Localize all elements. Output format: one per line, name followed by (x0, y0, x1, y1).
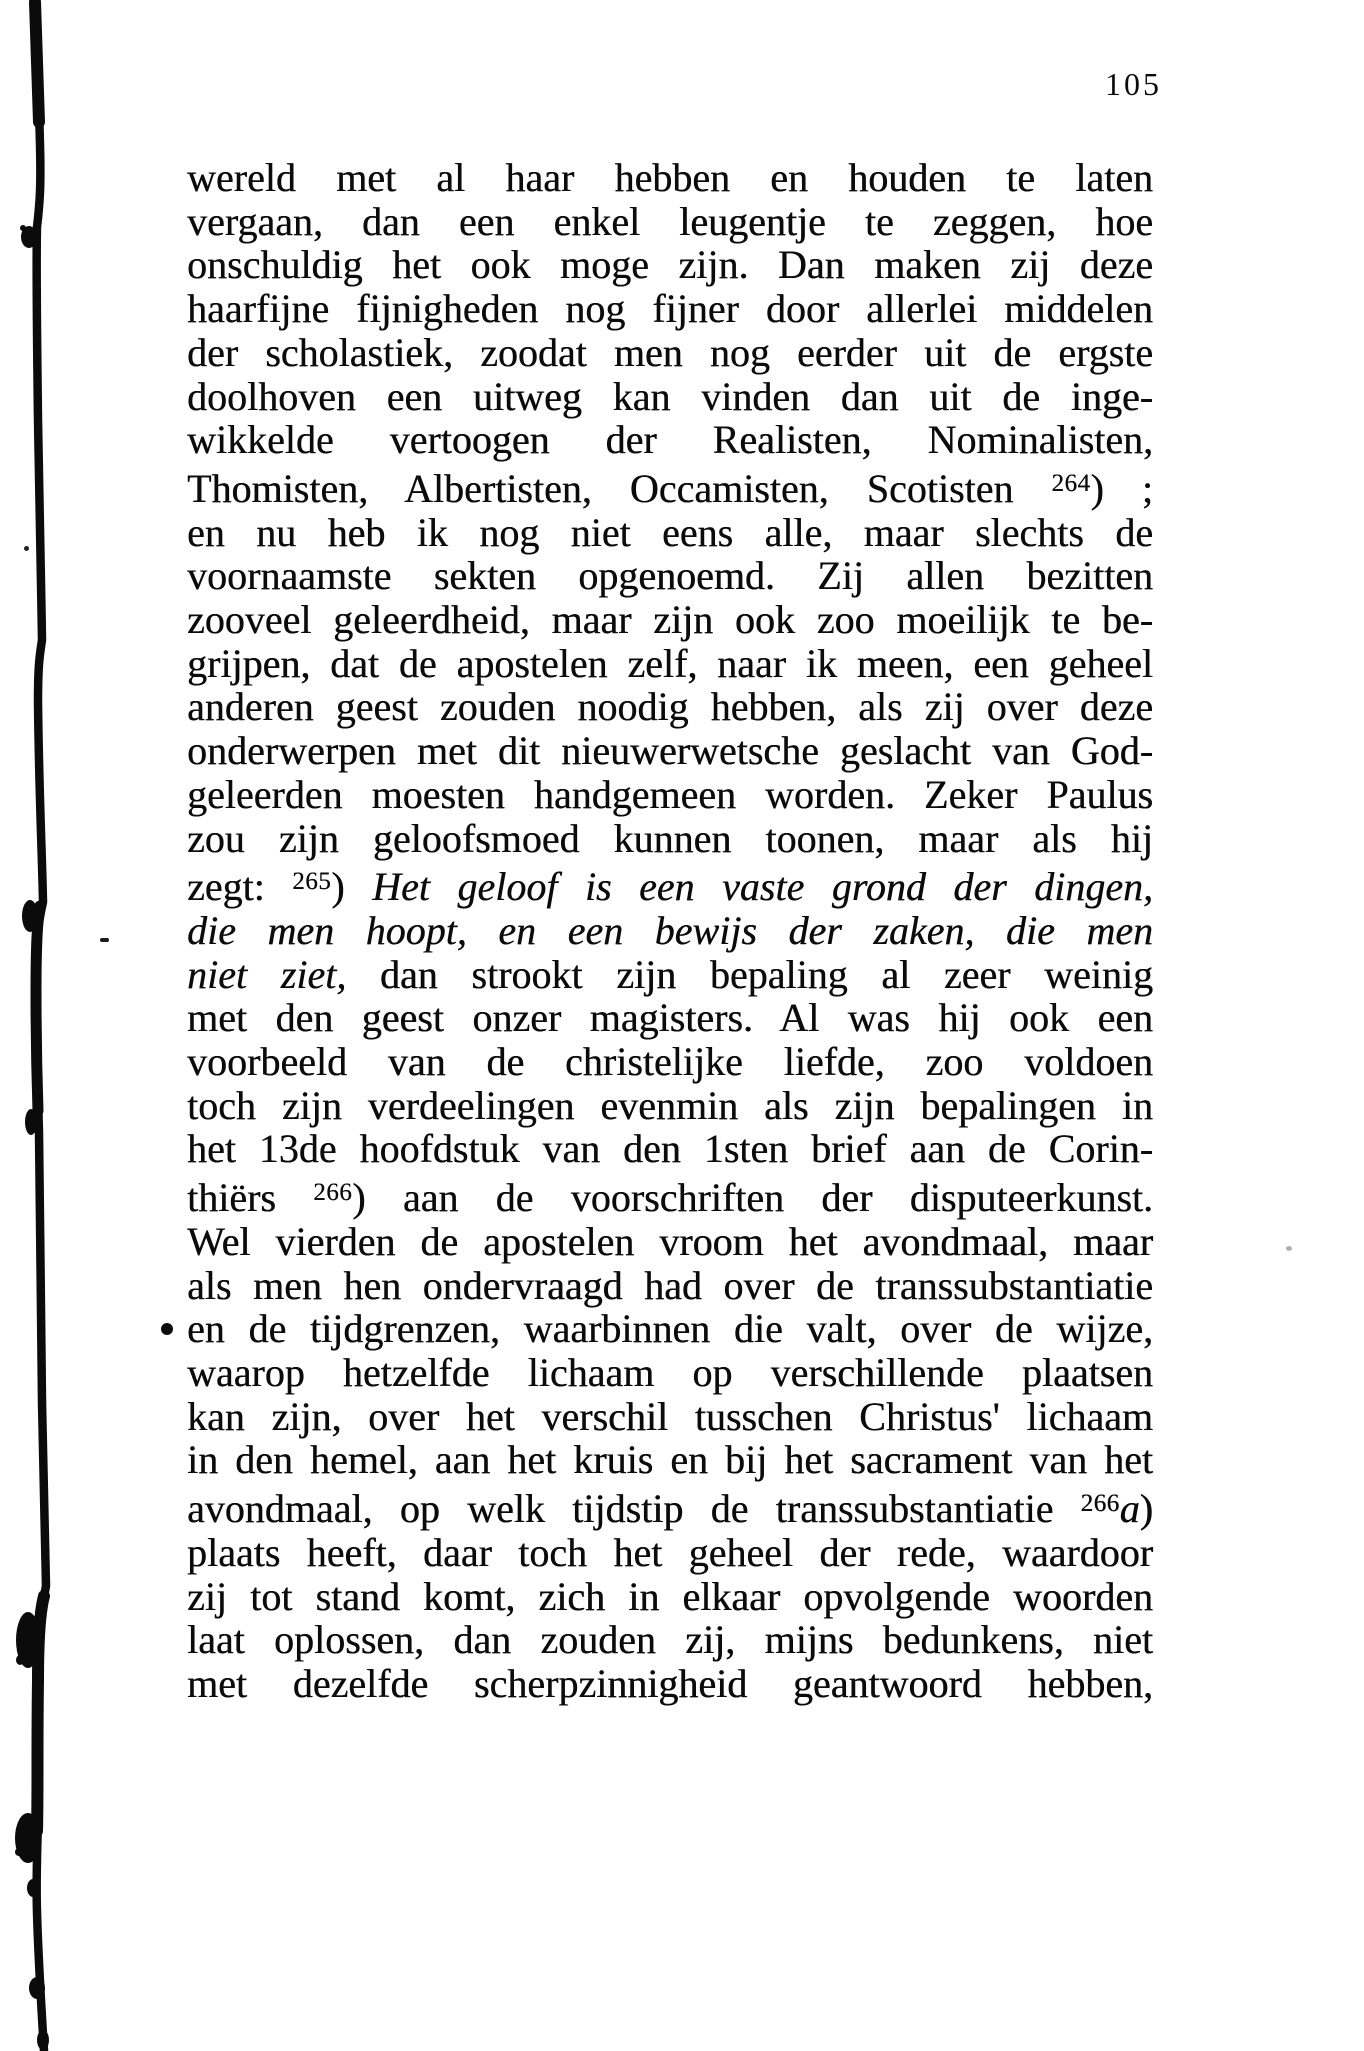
text-line (187, 598, 1153, 642)
text-line (187, 1127, 1153, 1171)
text-line (187, 1307, 1153, 1351)
text-line (187, 1575, 1153, 1619)
text-line (187, 287, 1153, 331)
footnote-marker: 264 (1051, 469, 1091, 497)
text-segment: zou zijn geloofsmoed kunnen toonen, maar als hij (187, 815, 1153, 861)
text-segment: waarop hetzelfde lichaam op verschillende plaatsen (187, 1349, 1153, 1395)
text-line (187, 953, 1153, 997)
text-segment: onschuldig het ook moge zijn. Dan maken zij deze (187, 242, 1153, 288)
text-line (187, 200, 1153, 244)
text-segment: der scholastiek, zoodat men nog eerder uit de ergste (187, 329, 1153, 375)
text-line (187, 860, 1153, 909)
binding-edge-artifact (0, 0, 130, 2051)
text-segment: dan strookt zijn bepaling al zeer weinig (346, 951, 1153, 997)
text-block (187, 156, 1153, 1706)
text-line (187, 1618, 1153, 1662)
text-line (187, 1395, 1153, 1439)
text-segment: a (1119, 1486, 1140, 1532)
footnote-marker: 265 (292, 868, 332, 896)
text-segment: als men hen ondervraagd had over de transsubstantiatie (187, 1262, 1153, 1308)
text-line (187, 1531, 1153, 1575)
text-segment: anderen geest zouden noodig hebben, als zij over deze (187, 684, 1153, 730)
ink-speck (24, 546, 29, 551)
text-segment: kan zijn, over het verschil tusschen Christus' lichaam (187, 1393, 1153, 1439)
page-number: 105 (1105, 66, 1162, 102)
text-segment: voornaamste sekten opgenoemd. Zij allen bezitten (187, 553, 1153, 599)
text-segment: Het geloof is een vaste grond der dingen, (372, 864, 1153, 910)
text-line (187, 817, 1153, 861)
ink-speck (100, 938, 109, 942)
text-segment: ) (1139, 1486, 1153, 1532)
text-segment: avondmaal, op welk tijdstip de transsubstantiatie (187, 1486, 1081, 1532)
text-line (187, 1220, 1153, 1264)
text-line (187, 1662, 1153, 1706)
text-line (187, 418, 1153, 462)
text-segment: plaats heeft, daar toch het geheel der rede, waardoor (187, 1529, 1153, 1575)
text-segment: wereld met al haar hebben en houden te laten (187, 155, 1153, 200)
text-segment: die men hoopt, en een bewijs der zaken, die men (187, 907, 1153, 953)
text-line (187, 1084, 1153, 1128)
text-segment: vergaan, dan een enkel leugentje te zeggen, hoe (187, 198, 1153, 244)
text-segment: laat oplossen, dan zouden zij, mijns bedunkens, niet (187, 1617, 1153, 1663)
footnote-marker: 266 (1080, 1490, 1120, 1518)
text-line (187, 773, 1153, 817)
text-line (187, 375, 1153, 419)
text-segment: thiërs (187, 1175, 314, 1221)
text-segment: niet ziet, (187, 951, 347, 997)
text-line (187, 331, 1153, 375)
text-line (187, 685, 1153, 729)
text-line (187, 554, 1153, 598)
text-segment: en de tijdgrenzen, waarbinnen die valt, over de wijze, (187, 1306, 1153, 1352)
text-segment: toch zijn verdeelingen evenmin als zijn bepalingen in (187, 1082, 1153, 1128)
text-segment: Thomisten, Albertisten, Occamisten, Scotisten (187, 465, 1052, 511)
text-segment: voorbeeld van de christelijke liefde, zoo voldoen (187, 1039, 1153, 1085)
text-line (187, 511, 1153, 555)
text-line (187, 1438, 1153, 1482)
text-segment: in den hemel, aan het kruis en bij het sacrament van het (187, 1437, 1153, 1483)
text-line (187, 1264, 1153, 1308)
text-line (187, 1351, 1153, 1395)
text-segment: wikkelde vertoogen der Realisten, Nominalisten, (187, 417, 1153, 463)
text-line (187, 462, 1153, 511)
text-segment: haarfijne fijnigheden nog fijner door allerlei middelen (187, 286, 1153, 332)
text-segment: zegt: (187, 864, 293, 910)
text-segment: ) (331, 864, 373, 910)
text-segment: met den geest onzer magisters. Al was hij ook een (187, 995, 1153, 1041)
text-segment: ) aan de voorschriften der disputeerkunst. (352, 1175, 1153, 1221)
text-segment: en nu heb ik nog niet eens alle, maar slechts de (187, 509, 1153, 555)
text-line (187, 1040, 1153, 1084)
text-line (187, 996, 1153, 1040)
text-line (187, 642, 1153, 686)
text-line (187, 156, 1153, 200)
text-line (187, 909, 1153, 953)
text-segment: ) ; (1090, 465, 1153, 511)
text-segment: onderwerpen met dit nieuwerwetsche geslacht van God- (187, 728, 1153, 774)
text-line (187, 243, 1153, 287)
text-line (187, 1171, 1153, 1220)
ink-speck (1286, 1246, 1292, 1251)
footnote-marker: 266 (313, 1179, 353, 1207)
text-line (187, 1482, 1153, 1531)
margin-bullet-mark (161, 1323, 173, 1335)
text-segment: grijpen, dat de apostelen zelf, naar ik meen, een geheel (187, 640, 1153, 686)
text-segment: het 13de hoofdstuk van den 1sten brief aan de Corin- (187, 1126, 1153, 1172)
text-segment: doolhoven een uitweg kan vinden dan uit de inge- (187, 373, 1153, 419)
text-segment: met dezelfde scherpzinnigheid geantwoord hebben, (187, 1660, 1153, 1706)
text-segment: zij tot stand komt, zich in elkaar opvolgende woorden (187, 1573, 1153, 1619)
text-segment: Wel vierden de apostelen vroom het avondmaal, maar (187, 1218, 1153, 1264)
text-line (187, 729, 1153, 773)
text-segment: geleerden moesten handgemeen worden. Zeker Paulus (187, 771, 1153, 817)
text-segment: zooveel geleerdheid, maar zijn ook zoo moeilijk te be- (187, 597, 1153, 643)
